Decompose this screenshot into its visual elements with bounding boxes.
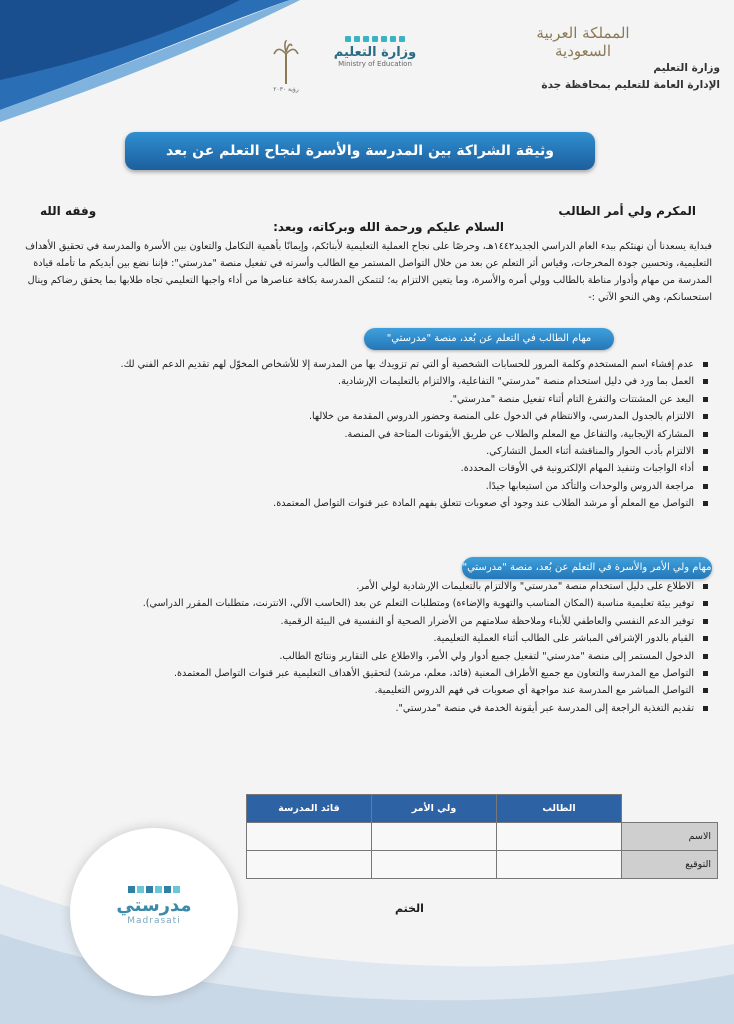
parent-tasks-list: [4, 578, 712, 717]
student-tasks-list: [4, 356, 712, 513]
list-item: البعد عن المشتتات والتفرغ التام أثناء تفعيل منصة "مدرستي".: [4, 391, 694, 408]
greeting-recipient: المكرم ولي أمر الطالب: [558, 204, 696, 218]
intro-paragraph: فبداية يسعدنا أن نهنئكم ببدء العام الدراسي الجديد١٤٤٢هـ، وحرصًا على نجاح العملية التعليمية لأبنائكم، وإيمانًا بأهمية التكامل والتعاون بين الأسرة والمدرسة في تحقيق الأهداف التعليمية، وتحسين جودة المخرجات، وقياس أثر التعلم عن بعد من خلال التواصل المستمر مع الطالب وأسرته في تفعيل منصة "مدرستي": فإننا نضع بين أيديكم ما تأمله قيادة المدرسة من مهام وأدوار مناطة بالطالب وولي أمره والأسرة، وما يتعين الالتزام به؛ لتتمكن المدرسة بكافة عناصرها من أداء واجبها التعليمي تجاه طلابها بما يحقق رضاكم وينال استحسانكم، وهي النحو الآتي :-: [25, 241, 712, 303]
ministry-line: وزارة التعليم: [653, 62, 720, 74]
list-item: التواصل مع المعلم أو مرشد الطلاب عند وجود أي صعوبات تتعلق بفهم المادة عبر قنوات التواصل المعتمدة.: [4, 495, 694, 512]
ministry-line: الإدارة العامة للتعليم بمحافظة جدة: [541, 79, 720, 91]
row-label-signature: التوقيع: [622, 851, 718, 879]
list-item: التواصل مع المدرسة والتعاون مع جميع الأطراف المعنية (قائد، معلم، مرشد) لتحقيق الأهداف التعليمية عبر قنوات التواصل المعتمدة.: [4, 665, 694, 682]
list-item: المشاركة الإيجابية، والتفاعل مع المعلم والطلاب عن طريق الأيقونات المتاحة في المنصة.: [4, 426, 694, 443]
madrasati-logo: [96, 886, 212, 926]
list-item: تقديم التغذية الراجعة إلى المدرسة عبر أيقونة الخدمة في منصة "مدرستي".: [4, 700, 694, 717]
madrasati-logo-english: Madrasati: [127, 916, 181, 926]
document-title: وثيقة الشراكة بين المدرسة والأسرة لنجاح التعلم عن بعد: [125, 132, 595, 170]
ministry-of-education-logo: [330, 36, 420, 68]
list-item: التواصل المباشر مع المدرسة عند مواجهة أي صعوبات في فهم الدروس التعليمية.: [4, 682, 694, 699]
list-item: الاطلاع على دليل استخدام منصة "مدرستي" والالتزام بالتعليمات الإرشادية لولي الأمر.: [4, 578, 694, 595]
table-cell: [372, 851, 497, 879]
moe-dots-icon: [330, 36, 420, 42]
list-item: توفير الدعم النفسي والعاطفي للأبناء وملاحظة سلامتهم من الأضرار الصحية أو النفسية في البيئة الرقمية.: [4, 613, 694, 630]
table-row: [247, 823, 718, 851]
greeting-closing: وفقه الله: [40, 204, 97, 218]
madrasati-logo-arabic: مدرستي: [116, 895, 192, 916]
list-item: الالتزام بالجدول المدرسي، والانتظام في الدخول على المنصة وحضور الدروس المقدمة من خلالها.: [4, 408, 694, 425]
list-item: أداء الواجبات وتنفيذ المهام الإلكترونية في الأوقات المحددة.: [4, 460, 694, 477]
parent-tasks-heading: مهام ولي الأمر والأسرة في التعلم عن بُعد، منصة "مدرستي": [462, 557, 712, 579]
list-item: الدخول المستمر إلى منصة "مدرستي" لتفعيل جميع أدوار ولي الأمر، والاطلاع على التقارير ونتائج الطالب.: [4, 648, 694, 665]
ministry-lines: [480, 60, 720, 94]
madrasati-mark-icon: [96, 886, 212, 893]
header-principal: قائد المدرسة: [247, 795, 372, 823]
salutation: السلام عليكم ورحمة الله وبركاته، وبعد:: [273, 220, 504, 234]
header-student: الطالب: [497, 795, 622, 823]
signature-table: [246, 794, 718, 879]
student-tasks-heading: مهام الطالب في التعلم عن بُعد، منصة "مدرستي": [364, 328, 614, 350]
kingdom-logo: المملكة العربية السعودية: [536, 24, 630, 60]
table-cell: [372, 823, 497, 851]
madrasati-badge: [70, 828, 238, 996]
vision-logo: [266, 40, 306, 100]
table-cell: [497, 823, 622, 851]
vision-logo-text: رؤية ٢٠٣٠: [273, 86, 299, 93]
vision-palm-icon: [273, 40, 299, 84]
table-cell: [247, 823, 372, 851]
list-item: الالتزام بأدب الحوار والمناقشة أثناء العمل التشاركي.: [4, 443, 694, 460]
table-cell: [247, 851, 372, 879]
list-item: القيام بالدور الإشرافي المباشر على الطالب أثناء العملية التعليمية.: [4, 630, 694, 647]
list-item: عدم إفشاء اسم المستخدم وكلمة المرور للحسابات الشخصية أو التي تم تزويدك بها من المدرسة إلا للأشخاص المخوّل لهم تقديم الدعم الفني لك.: [4, 356, 694, 373]
table-header-row: [247, 795, 718, 823]
list-item: العمل بما ورد في دليل استخدام منصة "مدرستي" التفاعلية، والالتزام بالتعليمات الإرشادية.: [4, 373, 694, 390]
table-row: [247, 851, 718, 879]
table-cell: [497, 851, 622, 879]
moe-logo-english: Ministry of Education: [338, 60, 412, 68]
seal-label: الختم: [395, 902, 424, 915]
moe-logo-arabic: وزارة التعليم: [333, 45, 417, 60]
header-guardian: ولي الأمر: [372, 795, 497, 823]
list-item: توفير بيئة تعليمية مناسبة (المكان المناسب والتهوية والإضاءة) ومتطلبات التعلم عن بعد (الحاسب الآلي، الانترنت، متطلبات المقرر الدراسي).: [4, 595, 694, 612]
list-item: مراجعة الدروس والوحدات والتأكد من استيعابها جيدًا.: [4, 478, 694, 495]
row-label-name: الاسم: [622, 823, 718, 851]
